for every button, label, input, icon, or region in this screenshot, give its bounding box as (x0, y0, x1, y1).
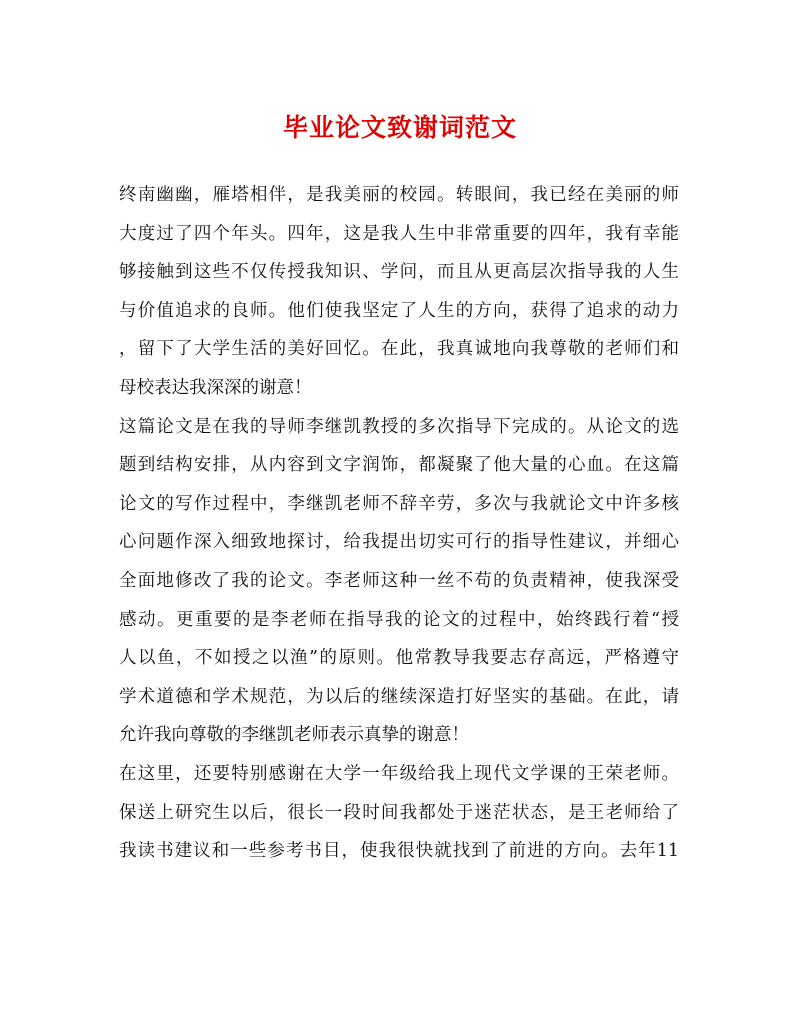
document-body (119, 176, 679, 871)
text-line: 终南幽幽，雁塔相伴，是我美丽的校园。转眼间，我已经在美丽的师 (119, 185, 679, 205)
text-line: 论文的写作过程中，李继凯老师不辞辛劳，多次与我就论文中许多核 (119, 493, 679, 514)
text-line: 够接触到这些不仅传授我知识、学问，而且从更高层次指导我的人生 (119, 262, 679, 283)
text-line: 母校表达我深深的谢意！ (119, 377, 312, 398)
text-line: ，留下了大学生活的美好回忆。在此，我真诚地向我尊敬的老师们和 (119, 339, 679, 360)
text-line: 在这里，还要特别感谢在大学一年级给我上现代文学课的王荣老师。 (119, 763, 679, 784)
text-line: 我读书建议和一些参考书目，使我很快就找到了前进的方向。去年11 (119, 841, 679, 862)
text-line: 心问题作深入细致地探讨，给我提出切实可行的指导性建议，并细心 (119, 532, 679, 553)
text-line: 人以鱼，不如授之以渔”的原则。他常教导我要志存高远，严格遵守 (119, 648, 679, 669)
text-line: 这篇论文是在我的导师李继凯教授的多次指导下完成的。从论文的选 (119, 416, 679, 437)
text-line: 与价值追求的良师。他们使我坚定了人生的方向，获得了追求的动力 (119, 300, 679, 321)
text-line: 允许我向尊敬的李继凯老师表示真挚的谢意！ (119, 725, 469, 746)
text-line: 感动。更重要的是李老师在指导我的论文的过程中，始终践行着“授 (119, 609, 679, 630)
text-line: 保送上研究生以后，很长一段时间我都处于迷茫状态，是王老师给了 (119, 802, 679, 823)
text-line: 题到结构安排，从内容到文字润饰，都凝聚了他大量的心血。在这篇 (119, 455, 679, 476)
text-line: 大度过了四个年头。四年，这是我人生中非常重要的四年，我有幸能 (119, 223, 679, 244)
text-line: 学术道德和学术规范，为以后的继续深造打好坚实的基础。在此，请 (119, 686, 679, 707)
text-line: 全面地修改了我的论文。李老师这种一丝不苟的负责精神，使我深受 (119, 570, 679, 591)
document-title: 毕业论文致谢词范文 (282, 113, 517, 142)
